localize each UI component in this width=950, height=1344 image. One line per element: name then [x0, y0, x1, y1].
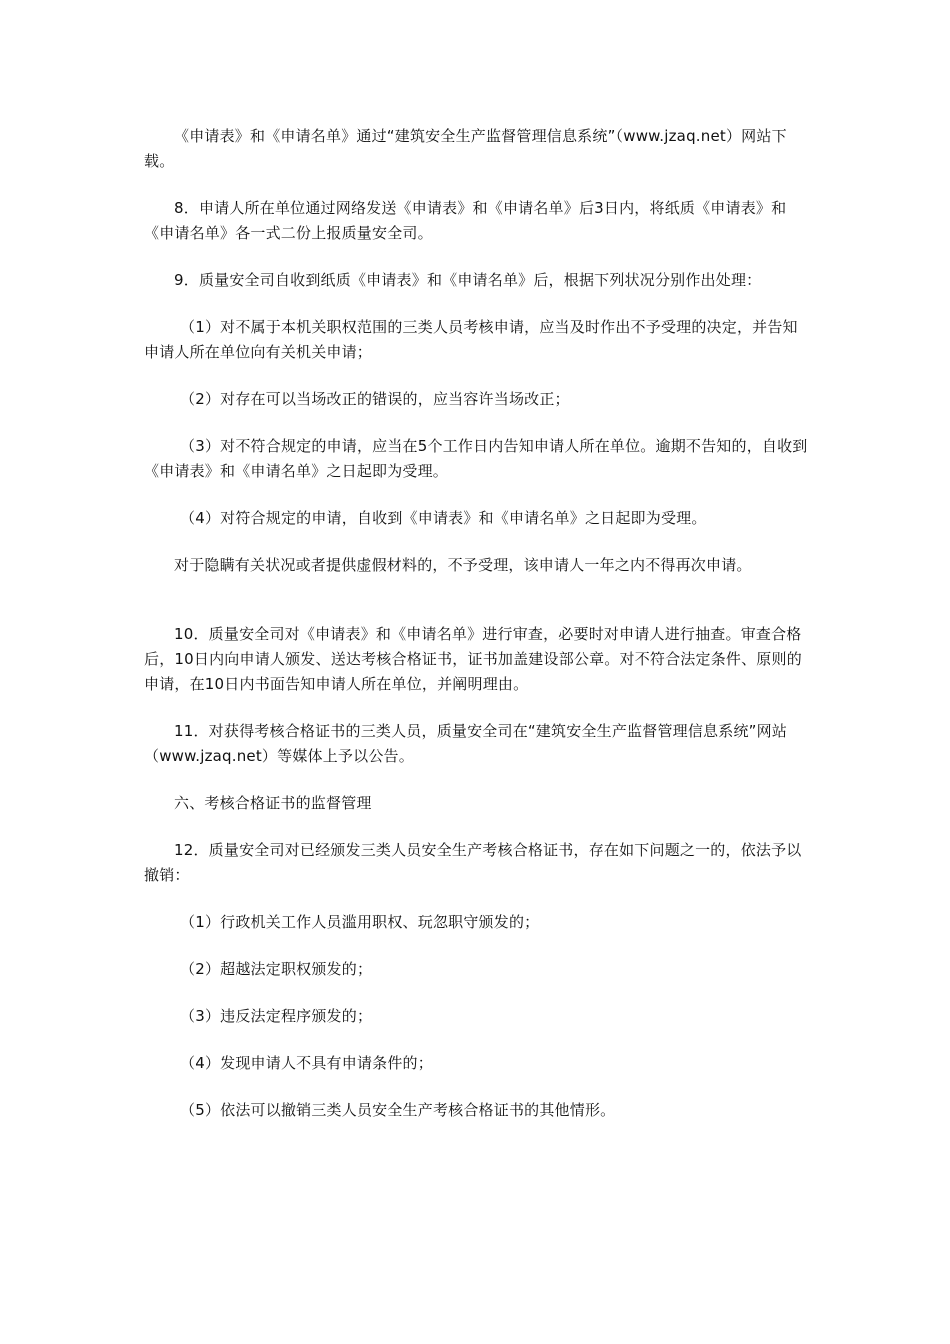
paragraph-download-note: 《申请表》和《申请名单》通过“建筑安全生产监督管理信息系统”（www.jzaq.net）网站下载。: [144, 127, 787, 170]
section-heading-six: 六、考核合格证书的监督管理: [174, 794, 372, 812]
paragraph-false-material-note: 对于隐瞒有关状况或者提供虚假材料的，不予受理，该申请人一年之内不得再次申请。: [174, 556, 752, 574]
paragraph-item-12-5: （5）依法可以撤销三类人员安全生产考核合格证书的其他情形。: [180, 1101, 616, 1119]
document-page: [144, 124, 810, 1123]
paragraph-item-12-4: （4）发现申请人不具有申请条件的；: [180, 1054, 433, 1072]
paragraph-item-12-1: （1）行政机关工作人员滥用职权、玩忽职守颁发的；: [180, 913, 540, 931]
paragraph-item-8: 8．申请人所在单位通过网络发送《申请表》和《申请名单》后3日内，将纸质《申请表》和《申请名单》各一式二份上报质量安全司。: [144, 199, 787, 242]
paragraph-item-9-3: （3）对不符合规定的申请，应当在5个工作日内告知申请人所在单位。逾期不告知的，自收到《申请表》和《申请名单》之日起即为受理。: [144, 437, 808, 480]
paragraph-item-11: 11．对获得考核合格证书的三类人员，质量安全司在“建筑安全生产监督管理信息系统”网站（www.jzaq.net）等媒体上予以公告。: [144, 722, 788, 765]
paragraph-item-10: 10．质量安全司对《申请表》和《申请名单》进行审查，必要时对申请人进行抽查。审查合格后，10日内向申请人颁发、送达考核合格证书，证书加盖建设部公章。对不符合法定条件、原则的申请，在10日内书面告知申请人所在单位，并阐明理由。: [144, 625, 802, 693]
paragraph-item-9-1: （1）对不属于本机关职权范围的三类人员考核申请，应当及时作出不予受理的决定，并告知申请人所在单位向有关机关申请；: [144, 318, 798, 361]
paragraph-item-12: 12．质量安全司对已经颁发三类人员安全生产考核合格证书，存在如下问题之一的，依法予以撤销：: [144, 841, 802, 884]
paragraph-item-9-4: （4）对符合规定的申请，自收到《申请表》和《申请名单》之日起即为受理。: [180, 509, 707, 527]
paragraph-item-9-2: （2）对存在可以当场改正的错误的，应当容许当场改正；: [180, 390, 570, 408]
paragraph-item-9: 9．质量安全司自收到纸质《申请表》和《申请名单》后，根据下列状况分别作出处理：: [174, 271, 762, 289]
paragraph-item-12-3: （3）违反法定程序颁发的；: [180, 1007, 373, 1025]
paragraph-item-12-2: （2）超越法定职权颁发的；: [180, 960, 373, 978]
